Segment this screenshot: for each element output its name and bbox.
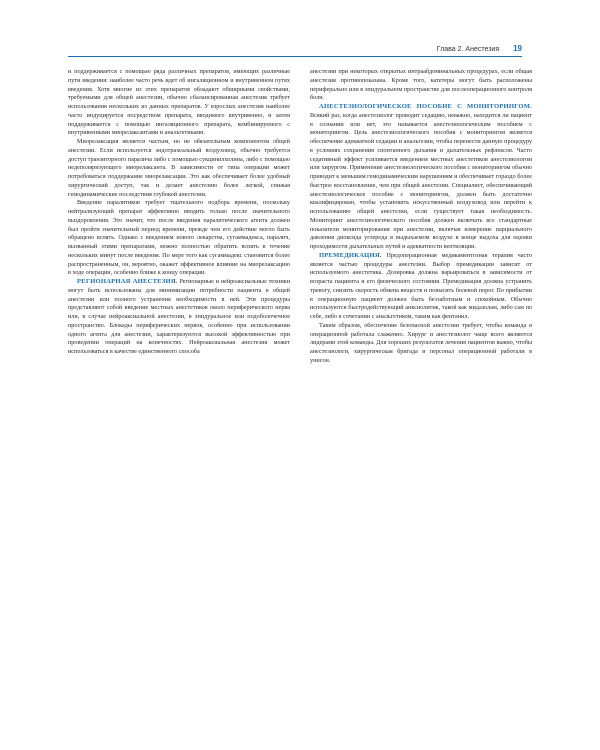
- paragraph: Таким образом, обеспечение безопасной анестезии требует, чтобы команда в операционной работала слаженно. Хирург и анестезиолог чаще всего являются лидерами этой команды. Для хороших результатов лечения пациентов важно, чтобы анестезиологи, хирургическая бригада и персонал операционной работали в унисон.: [310, 321, 532, 364]
- right-column: [310, 68, 532, 366]
- paragraph: Миорелаксация является частым, но не обязательным компонентом общей анестезии. Если используется эндотрахеальный воздуховод, обычно требуется доступ транзиторного паралича либо с помощью сукцинилхолина, либо с помощью недеполяризующего миорелаксанта. В зависимости от типа операции может потребоваться поддержание миорелаксации. Это как обеспечивает более удобный хирургический доступ, так и делает анестезию более легкой, снижая гемодинамические последствия глубокой анестезии.: [68, 138, 290, 198]
- section-heading-monitoring: АНЕСТЕЗИОЛОГИЧЕСКОЕ ПОСОБИЕ С МОНИТОРИНГОМ.: [319, 103, 532, 110]
- paragraph: анестезии при некоторых открытых интраабдоминальных процедурах, если общая анестезия противопоказана. Кроме того, катетеры могут быть расположены периферально или в эпидуральном пространстве для послеоперационного контроля боли.: [310, 68, 532, 102]
- paragraph-text: Предоперационная медикаментозная терапия часто является частью процедуры анестезии. Выбор премедикации зависит от используемого анестетика. Дозировка должна варьироваться в зависимости от возраста пациента и его физического состояния. Премедикация должна устранить тревогу, снизить скорость обмена веществ и повысить болевой порог. По прибытии в операционную пациент должен быть беззаботным и спокойным. Обычно используются быстродействующий анксиолитик, такой как мидазолам, либо сам по себе, либо в сочетании с анальгетиком, таким как фентанил.: [310, 251, 532, 320]
- chapter-title: Глава 2. Анестезия: [436, 46, 500, 53]
- running-head: [437, 44, 522, 53]
- paragraph: Введение паралитиков требует тщательного подбора времени, поскольку нейтрализующий препарат эффективно вводить только после значительного выздоровления. Это значит, что после введения паралитического агента должен был пройти значительный период времени, прежде чем его действие могло быть обращено вспять. Однако с введением нового лекарства, сугаммадекса, паралич, вызванный этими препаратами, можно полностью обратить вспять в течение нескольких минут после введения. По мере того как сугаммадекс становится более распространенным, он, вероятно, окажет эффективное влияние на миорелаксацию в ходе операции, особенно ближе к концу операции.: [68, 199, 290, 277]
- paragraph-regional: [68, 278, 290, 357]
- paragraph: и поддерживается с помощью ряда различных препаратов, имеющих различные пути введения: наиболее часто речь идет об ингаляционном и внутривенном путях введения. Хотя многие из этих препаратов обладают обширными свойствами, требуемыми для общей анестезии, обычно сбалансированная анестезия требует использования нескольких из данных препаратов. У взрослых анестезия наиболее часто индуцируется посредством препарата, вводимого внутривенно, и затем поддерживается с помощью ингаляционного препарата, комбинируемого с внутривенными миорелаксантами и анальгетиками.: [68, 68, 290, 137]
- paragraph-monitoring: [310, 103, 532, 252]
- page-number: 19: [513, 44, 522, 53]
- section-heading-regional: РЕГИОНАРНАЯ АНЕСТЕЗИЯ.: [77, 278, 178, 285]
- header-rule: [68, 56, 522, 57]
- section-heading-premedication: ПРЕМЕДИКАЦИЯ.: [319, 251, 382, 259]
- paragraph-text: Всякий раз, когда анестезиолог проводит седацию, неважно, находится ли пациент в сознании или нет, это называется анестезиологическим пособием с мониторингом. Цель анестезиологического пособия с мониторингом является обеспечение адекватной седации и анальгезии, чтобы перенести данную процедуру в условиях сохранения спонтанного дыхания и дыхательных рефлексов. Часто седативный эффект усиливается введением местных анестетиков анестезиологом или хирургом. Применение анестезиологического пособия с мониторингом обычно приводит к меньшим гемодинамическим нарушениям и обеспечивает гораздо более быстрое восстановление, чем при общей анестезии. Специалист, обеспечивающий анестезиологическое пособие с мониторингом, должен быть достаточно квалифицирован, чтобы установить искусственный воздуховод или перейти к использованию общей анестезии, если существует такая необходимость. Мониторинг анестезиологического пособия должен включать все стандартные показатели мониторирования при анестезии, включая измерение парциального давления диоксида углерода в выдыхаемом воздухе в конце выдоха для оценки проходимости дыхательных путей и адекватности вентиляции.: [310, 111, 532, 250]
- paragraph-premedication: [310, 252, 532, 322]
- paragraph-text: Регионарные и нейроаксиальные техники могут быть использованы для минимизации потребности пациента в общей анестезии или полного устранения необходимости в ней. Эти процедуры представляют собой введение местных анестетиков около периферического нерва или, в случае нейроаксиальной анестезии, в эпидуральное или подоболочечное пространство. Блокады периферических нервов, особенно при использовании одного агента для анестезии, характеризуются высокой эффективностью при проведении операций на конечностях. Нейроаксиальная анестезия может использоваться в качестве единственного способа: [68, 278, 290, 355]
- left-column: [68, 68, 290, 357]
